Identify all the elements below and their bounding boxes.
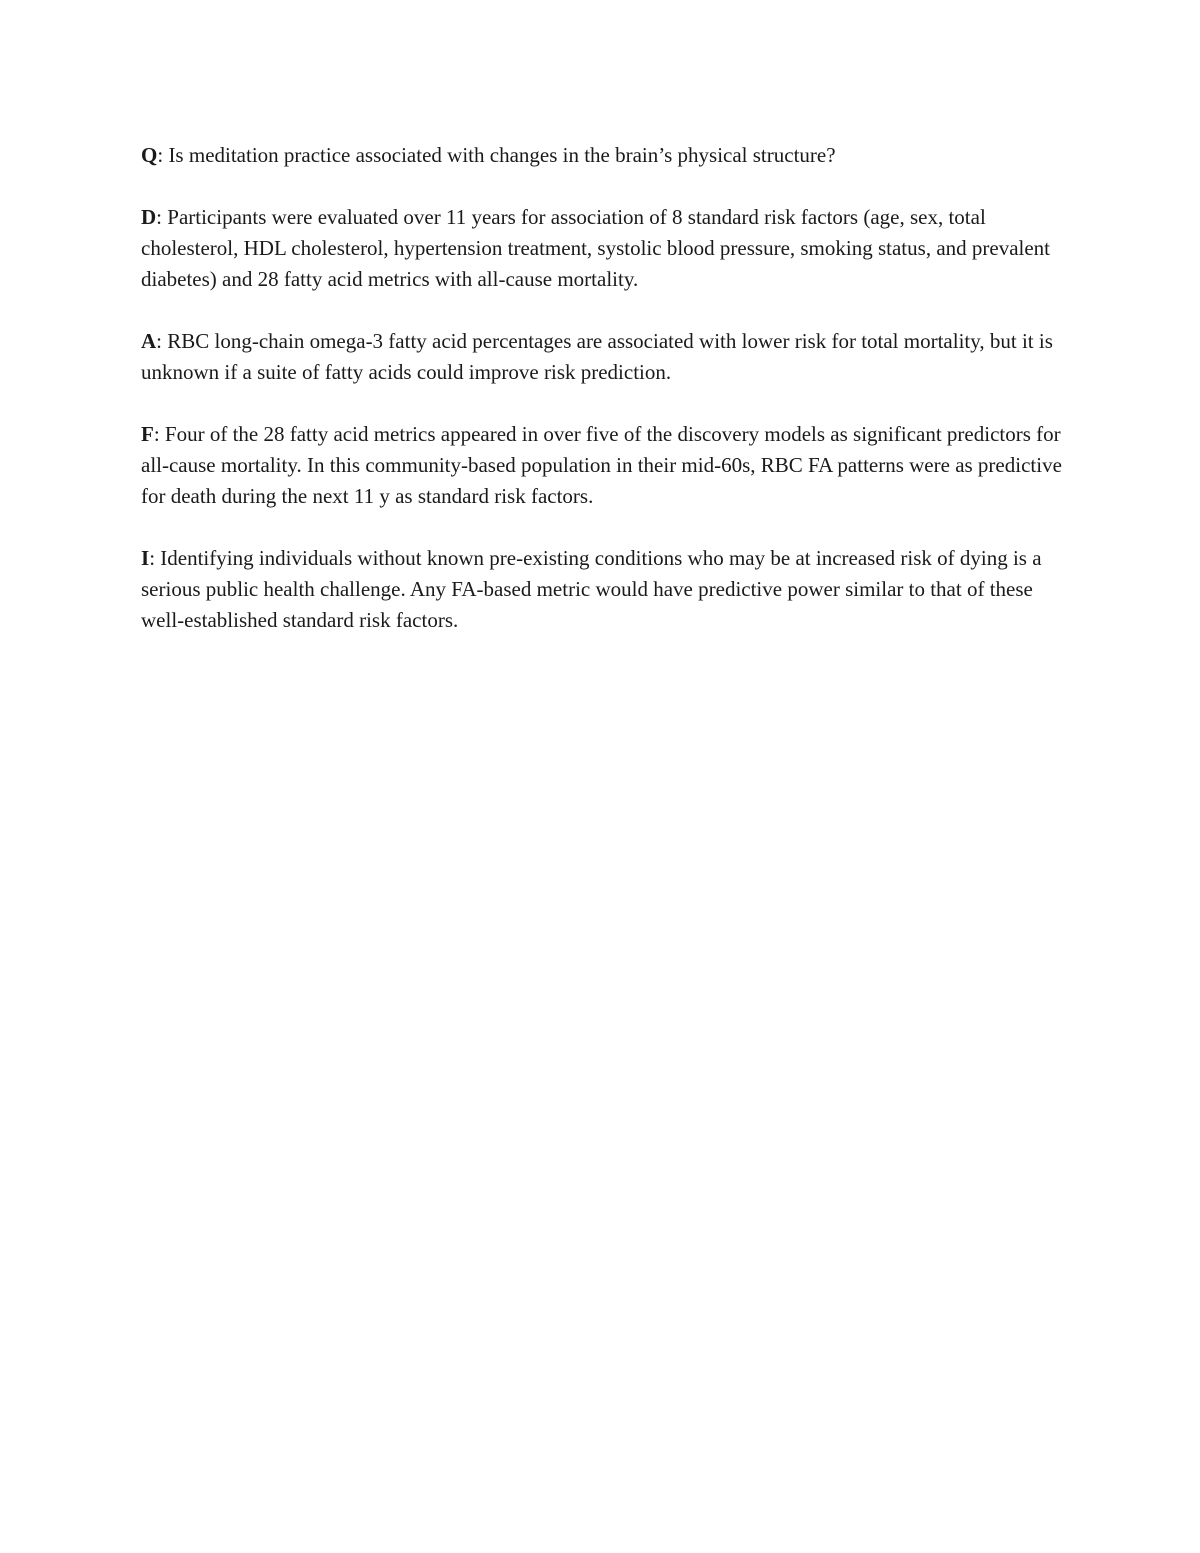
design-label: D [141, 205, 157, 229]
question-text: Is meditation practice associated with changes in the brain’s physical structure? [168, 143, 836, 167]
paragraph-design [141, 202, 1066, 295]
findings-label: F [141, 422, 154, 446]
implications-text: Identifying individuals without known pre-existing conditions who may be at increased risk of dying is a serious public health challenge. Any FA-based metric would have predictive power similar to that of these well-established standard risk factors. [141, 546, 1042, 632]
design-separator: : [156, 205, 168, 229]
answer-text: RBC long-chain omega-3 fatty acid percentages are associated with lower risk for total mortality, but it is unknown if a suite of fatty acids could improve risk prediction. [141, 329, 1053, 384]
paragraph-implications [141, 543, 1066, 636]
findings-text: Four of the 28 fatty acid metrics appeared in over five of the discovery models as significant predictors for all-cause mortality. In this community-based population in their mid-60s, RBC FA patterns were as predictive for death during the next 11 y as standard risk factors. [141, 422, 1062, 508]
paragraph-answer [141, 326, 1066, 388]
answer-label: A [141, 329, 157, 353]
answer-separator: : [156, 329, 168, 353]
findings-separator: : [153, 422, 165, 446]
question-separator: : [157, 143, 169, 167]
design-text: Participants were evaluated over 11 years for association of 8 standard risk factors (age, sex, total cholesterol, HDL cholesterol, hypertension treatment, systolic blood pressure, smoking status, and prevalent diabetes) and 28 fatty acid metrics with all-cause mortality. [141, 205, 1051, 291]
paragraph-question [141, 140, 1066, 171]
paragraph-findings [141, 419, 1066, 512]
implications-label: I [141, 546, 150, 570]
document-body [141, 140, 1066, 667]
question-label: Q [141, 143, 158, 167]
implications-separator: : [149, 546, 161, 570]
